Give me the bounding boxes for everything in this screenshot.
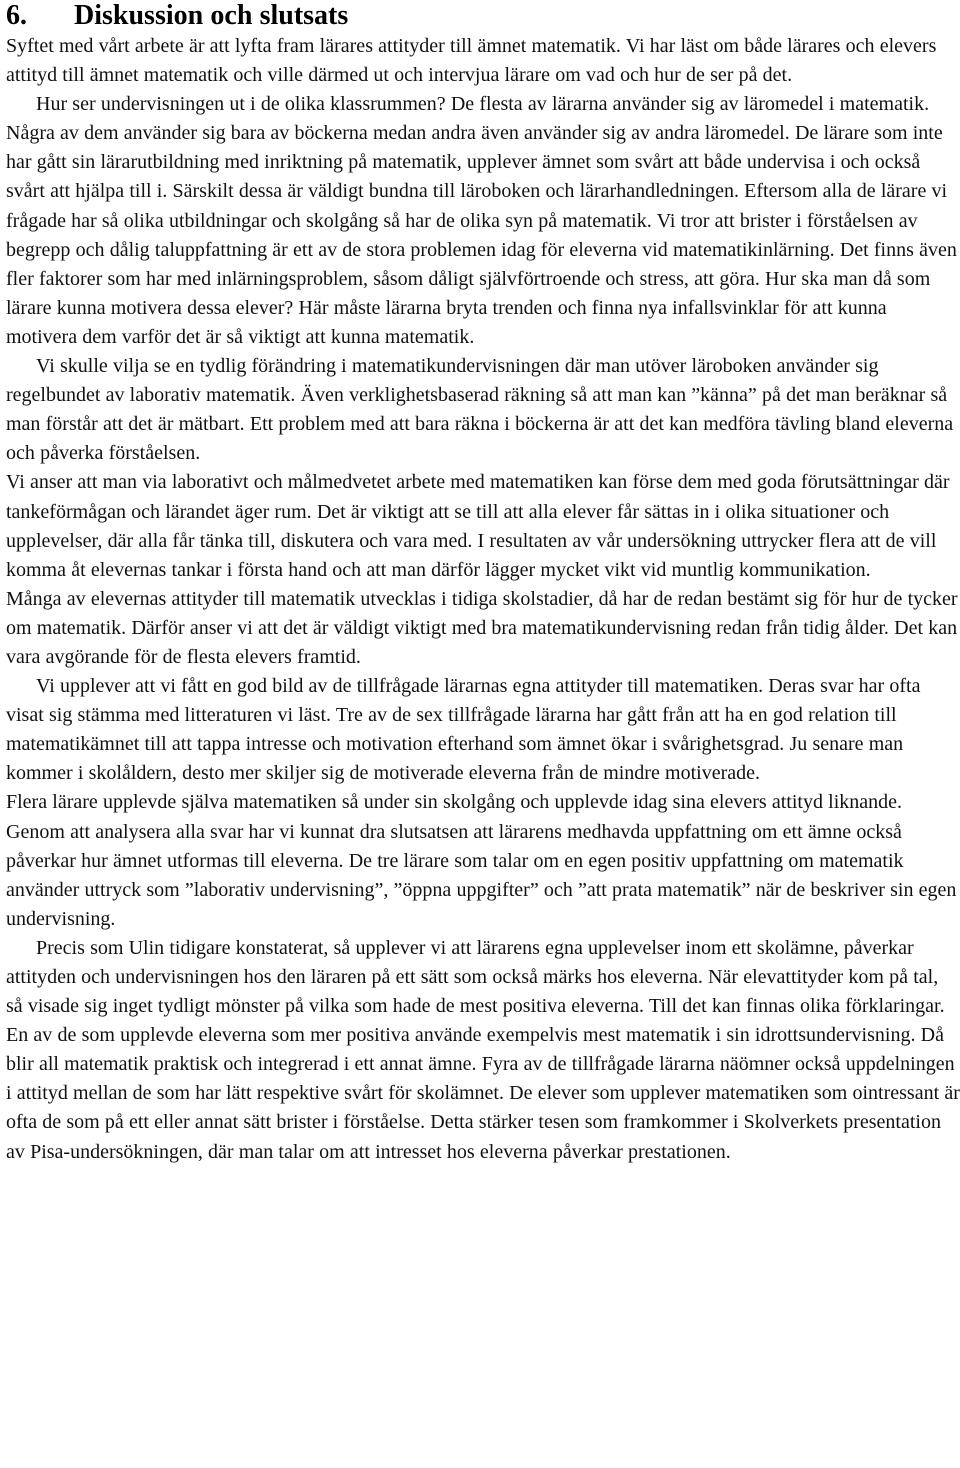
paragraph-classroom-teaching: Hur ser undervisningen ut i de olika klassrummen? De flesta av lärarna använder sig av läromedel i matematik. Några av dem använder sig bara av böckerna medan andra även använder sig av andra läromedel. De lärare som inte har gått sin lärarutbildning med inriktning på matematik, upplever ämnet som svårt att både undervisa i och också svårt att hjälpa till i. Särskilt dessa är väldigt bundna till läroboken och lärarhandledningen. Eftersom alla de lärare vi frågade har så olika utbildningar och skolgång så har de olika syn på matematik. Vi tror att brister i förståelsen av begrepp och dålig taluppfattning är ett av de stora problemen idag för eleverna vid matematikinlärning. Det finns även fler faktorer som har med inlärningsproblem, såsom dåligt självförtroende och stress, att göra. Hur ska man då som lärare kunna motivera dessa elever? Här måste lärarna bryta trenden och finna nya infallsvinklar för att kunna motivera dem varför det är så viktigt att kunna matematik. <box>6 93 957 348</box>
paragraph-teacher-attitudes: Vi upplever att vi fått en god bild av de tillfrågade lärarnas egna attityder till matematiken. Deras svar har ofta visat sig stämma med litteraturen vi läst. Tre av de sex tillfrågade lärarna har gått från att ha en god relation till matematikämnet till att tappa intresse och motivation efterhand som ämnet ökar i svårighetsgrad. Ju senare man kommer i skolåldern, desto mer skiljer sig de motiverade eleverna från de mindre motiverade. <box>6 675 921 785</box>
section-heading <box>6 0 960 32</box>
section-title: Diskussion och slutsats <box>74 0 349 31</box>
paragraph-early-attitudes: Många av elevernas attityder till matematik utvecklas i tidiga skolstadier, då har de redan bestämt sig för hur de tycker om matematik. Därför anser vi att det är väldigt viktigt med bra matematikundervisning redan från tidig ålder. Det kan vara avgörande för de flesta elevers framtid. <box>6 587 958 668</box>
paragraph-conditions: Vi anser att man via laborativt och målmedvetet arbete med matematiken kan förse dem med goda förutsättningar där tankeförmågan och lärandet äger rum. Det är viktigt att se till att alla elever får sättas in i olika situationer och upplevelser, där alla får tänka till, diskutera och vara med. I resultaten av vår undersökning uttrycker flera att de vill komma åt elevernas tankar i första hand och att man därför lägger mycket vikt vid muntlig kommunikation. <box>6 471 950 581</box>
paragraph-purpose: Syftet med vårt arbete är att lyfta fram lärares attityder till ämnet matematik. Vi har läst om både lärares och elevers attityd till ämnet matematik och ville därmed ut och intervjua lärare om vad och hur de ser på det. <box>6 35 937 87</box>
section-number: 6. <box>6 0 27 31</box>
paragraph-teacher-experience: Flera lärare upplevde själva matematiken så under sin skolgång och upplevde idag sina elevers attityd liknande. Genom att analysera alla svar har vi kunnat dra slutsatsen att lärarens medhavda uppfattning om ett ämne också påverkar hur ämnet utformas till eleverna. De tre lärare som talar om en egen positiv uppfattning om matematik använder uttryck som ”laborativ undervisning”, ”öppna uppgifter” och ”att prata matematik” när de beskriver sin egen undervisning. <box>6 791 957 930</box>
paragraph-ulin-conclusion: Precis som Ulin tidigare konstaterat, så upplever vi att lärarens egna upplevelser inom ett skolämne, påverkar attityden och undervisningen hos den läraren på ett sätt som också märks hos eleverna. När elevattityder kom på tal, så visade sig inget tydligt mönster på vilka som hade de mest positiva eleverna. Till det kan finnas olika förklaringar. En av de som upplevde eleverna som mer positiva använde exempelvis mest matematik i sin idrottsundervisning. Då blir all matematik praktisk och integrerad i ett annat ämne. Fyra av de tillfrågade lärarna näömner också uppdelningen i attityd mellan de som har lätt respektive svårt för skolämnet. De elever som upplever matematiken som ointressant är ofta de som på ett eller annat sätt brister i förståelse. Detta stärker tesen som framkommer i Skolverkets presentation av Pisa-undersökningen, där man talar om att intresset hos eleverna påverkar prestationen. <box>6 936 960 1163</box>
paragraph-laborative-math: Vi skulle vilja se en tydlig förändring i matematikundervisningen där man utöver läroboken använder sig regelbundet av laborativ matematik. Även verklighetsbaserad räkning så att man kan ”känna” på det man beräknar så man förstår att det är mätbart. Ett problem med att bara räkna i böckerna är att det kan medföra tävling bland eleverna och påverka förståelsen. <box>6 355 954 465</box>
